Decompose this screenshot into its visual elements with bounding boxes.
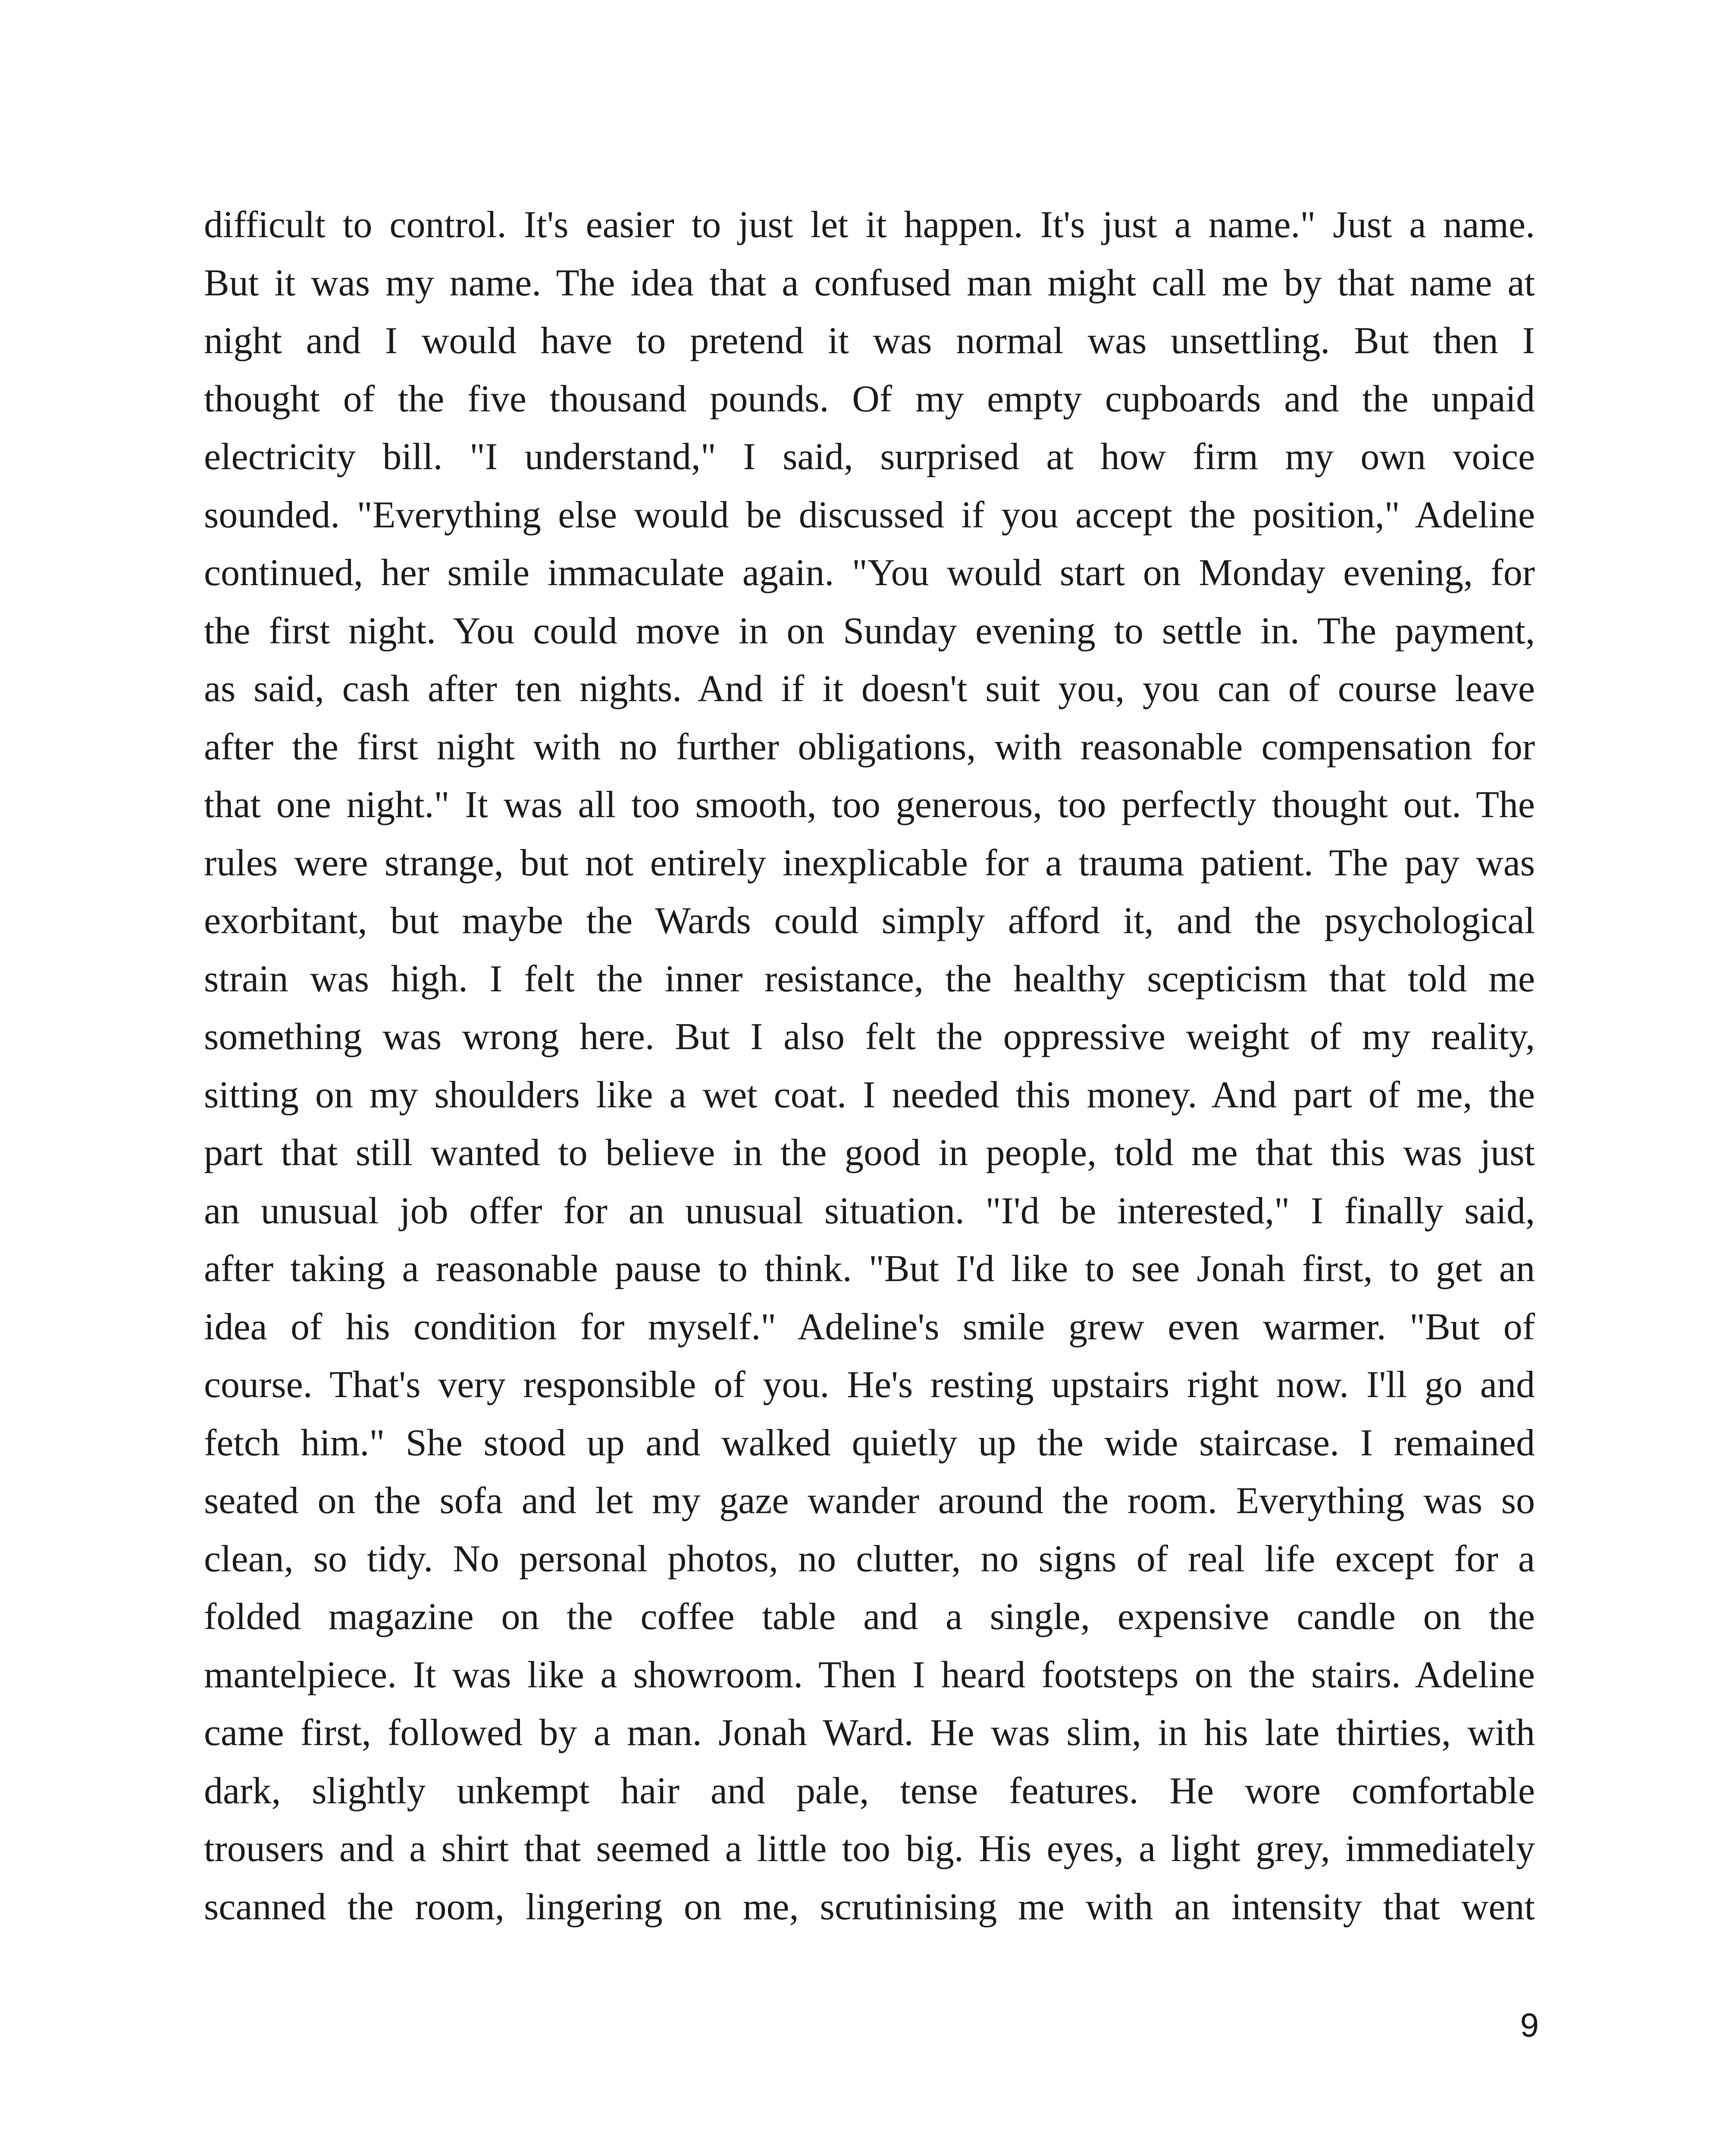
text-line: thought of the five thousand pounds. Of my empty cupboards and the unpaid [204,378,1535,420]
text-line: scanned the room, lingering on me, scrutinising me with an intensity that went [204,1886,1535,1928]
text-line: folded magazine on the coffee table and a single, expensive candle on the [204,1596,1535,1638]
text-line: that one night." It was all too smooth, too generous, too perfectly thought out. The [204,784,1535,826]
text-line: seated on the sofa and let my gaze wander around the room. Everything was so [204,1480,1535,1522]
text-line: electricity bill. "I understand," I said, surprised at how firm my own voice [204,436,1535,478]
text-line: difficult to control. It's easier to just let it happen. It's just a name." Just a name. [204,204,1535,246]
page-number: 9 [1520,2006,1539,2044]
text-line: strain was high. I felt the inner resistance, the healthy scepticism that told me [204,958,1535,1000]
text-line: continued, her smile immaculate again. "You would start on Monday evening, for [204,552,1535,594]
text-line: sounded. "Everything else would be discussed if you accept the position," Adeline [204,494,1535,536]
text-line: something was wrong here. But I also felt the oppressive weight of my reality, [204,1016,1535,1058]
text-line: exorbitant, but maybe the Wards could simply afford it, and the psychological [204,900,1535,942]
text-line: fetch him." She stood up and walked quietly up the wide staircase. I remained [204,1422,1535,1464]
text-line: idea of his condition for myself." Adeline's smile grew even warmer. "But of [204,1306,1535,1348]
text-line: the first night. You could move in on Sunday evening to settle in. The payment, [204,610,1535,652]
text-line: after taking a reasonable pause to think. "But I'd like to see Jonah first, to get an [204,1248,1535,1290]
text-line: sitting on my shoulders like a wet coat. I needed this money. And part of me, the [204,1074,1535,1116]
text-line: mantelpiece. It was like a showroom. Then I heard footsteps on the stairs. Adeline [204,1654,1535,1696]
text-line: But it was my name. The idea that a confused man might call me by that name at [204,262,1535,304]
text-line: dark, slightly unkempt hair and pale, tense features. He wore comfortable [204,1770,1535,1812]
text-line: trousers and a shirt that seemed a little too big. His eyes, a light grey, immediately [204,1828,1535,1870]
text-line: rules were strange, but not entirely inexplicable for a trauma patient. The pay was [204,842,1535,884]
text-line: course. That's very responsible of you. He's resting upstairs right now. I'll go and [204,1364,1535,1406]
text-line: after the first night with no further obligations, with reasonable compensation for [204,726,1535,768]
text-line: part that still wanted to believe in the good in people, told me that this was just [204,1132,1535,1174]
text-line: night and I would have to pretend it was normal was unsettling. But then I [204,320,1535,362]
text-line: came first, followed by a man. Jonah Ward. He was slim, in his late thirties, with [204,1712,1535,1754]
text-line: as said, cash after ten nights. And if it doesn't suit you, you can of course leave [204,668,1535,710]
body-text [204,196,1535,1936]
text-line: clean, so tidy. No personal photos, no clutter, no signs of real life except for a [204,1538,1535,1580]
text-line: an unusual job offer for an unusual situation. "I'd be interested," I finally said, [204,1190,1535,1232]
